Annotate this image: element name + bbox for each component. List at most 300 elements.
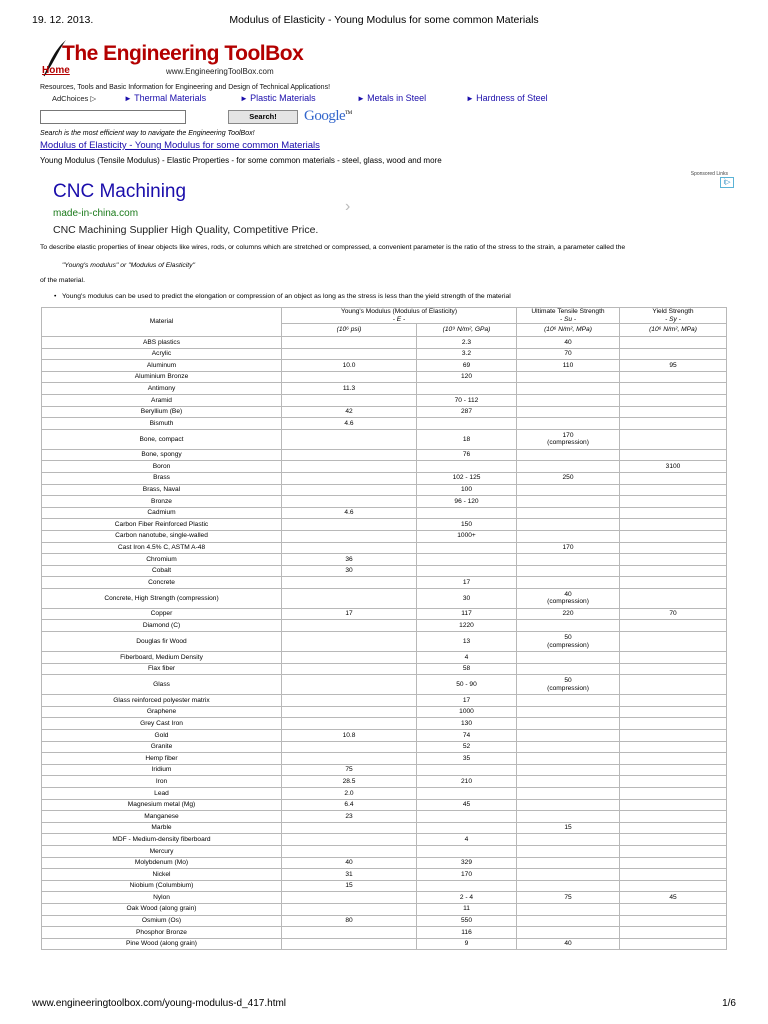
cell-yield [620,371,727,383]
cell-e-gpa: 117 [417,608,517,620]
cell-material: Lead [42,788,282,800]
cell-material: Iridium [42,764,282,776]
cell-material: Manganese [42,811,282,823]
unit-e-psi: (10⁶ psi) [282,324,417,337]
cell-material: Antimony [42,383,282,395]
cell-yield [620,741,727,753]
cell-e-gpa [417,880,517,892]
cell-e-gpa [417,542,517,554]
table-row [42,915,727,927]
cell-e-gpa: 52 [417,741,517,753]
cell-tensile: 170 [517,542,620,554]
table-row [42,429,727,449]
cell-material: Glass [42,675,282,695]
cell-tensile: 110 [517,360,620,372]
cell-yield: 70 [620,608,727,620]
cell-yield: 45 [620,892,727,904]
cell-e-gpa: 1000+ [417,530,517,542]
cell-e-gpa: 76 [417,449,517,461]
print-footer [32,998,736,1010]
cell-e-psi: 4.6 [282,418,417,430]
cell-e-gpa: 35 [417,753,517,765]
cell-tensile [517,730,620,742]
table-row [42,554,727,566]
body-quote: "Young's modulus" or "Modulus of Elasticity" [62,262,195,269]
cell-material: Flax fiber [42,663,282,675]
cell-material: Marble [42,822,282,834]
unit-e-gpa: (10⁹ N/m², GPa) [417,324,517,337]
cell-e-psi: 10.8 [282,730,417,742]
ad-domain[interactable]: made-in-china.com [53,208,139,219]
cell-e-gpa [417,565,517,577]
cell-e-psi [282,519,417,531]
cell-yield [620,394,727,406]
nav-link-thermal-materials[interactable]: ► Thermal Materials [124,93,206,103]
cell-yield [620,348,727,360]
cell-e-gpa: 4 [417,652,517,664]
cell-material: Beryllium (Be) [42,406,282,418]
cell-yield [620,472,727,484]
cell-e-gpa: 45 [417,799,517,811]
cell-tensile: 70 [517,348,620,360]
cell-material: Brass, Naval [42,484,282,496]
table-row [42,788,727,800]
cell-material: Bone, compact [42,429,282,449]
cell-e-psi [282,348,417,360]
cell-tensile [517,449,620,461]
adchoices-badge-icon[interactable]: i▷ [720,177,734,188]
cell-tensile: 250 [517,472,620,484]
table-row [42,730,727,742]
cell-tensile [517,869,620,881]
cell-e-psi [282,620,417,632]
cell-e-psi [282,663,417,675]
table-row [42,869,727,881]
table-row [42,484,727,496]
cell-tensile [517,406,620,418]
cell-tensile [517,394,620,406]
cell-e-gpa: 18 [417,429,517,449]
cell-tensile [517,788,620,800]
cell-e-gpa [417,845,517,857]
cell-e-gpa: 116 [417,927,517,939]
cell-material: Fiberboard, Medium Density [42,652,282,664]
sponsored-links-label: Sponsored Links [690,171,728,177]
site-url: www.EngineeringToolBox.com [166,67,274,76]
cell-yield [620,915,727,927]
table-row [42,449,727,461]
cell-e-psi: 10.0 [282,360,417,372]
cell-yield [620,337,727,349]
cell-tensile [517,496,620,508]
cell-yield [620,507,727,519]
cell-yield [620,730,727,742]
cell-yield [620,632,727,652]
cell-e-gpa: 120 [417,371,517,383]
cell-yield [620,776,727,788]
cell-e-psi [282,394,417,406]
nav-link-metals-in-steel[interactable]: ► Metals in Steel [357,93,426,103]
print-document-title: Modulus of Elasticity - Young Modulus for some common Materials [229,14,539,26]
ad-arrow-icon[interactable]: › [345,198,351,215]
cell-e-gpa: 150 [417,519,517,531]
cell-e-psi: 42 [282,406,417,418]
cell-material: Acrylic [42,348,282,360]
cell-tensile [517,507,620,519]
cell-tensile [517,811,620,823]
cell-yield [620,449,727,461]
cell-material: Grey Cast Iron [42,718,282,730]
cell-yield [620,663,727,675]
cell-e-psi [282,484,417,496]
cell-yield [620,496,727,508]
cell-material: Glass reinforced polyester matrix [42,695,282,707]
cell-e-gpa [417,822,517,834]
cell-tensile [517,857,620,869]
cell-yield [620,530,727,542]
cell-tensile [517,927,620,939]
cell-material: Graphene [42,706,282,718]
cell-e-psi [282,577,417,589]
cell-yield [620,383,727,395]
cell-e-gpa [417,811,517,823]
cell-e-psi [282,903,417,915]
cell-tensile [517,880,620,892]
table-body [42,337,727,950]
cell-tensile: 40 [517,938,620,950]
table-row [42,663,727,675]
cell-e-psi [282,892,417,904]
cell-material: Aluminum [42,360,282,372]
table-row [42,519,727,531]
cell-material: Concrete [42,577,282,589]
cell-yield [620,406,727,418]
cell-e-psi [282,741,417,753]
cell-yield [620,927,727,939]
cell-e-psi [282,632,417,652]
cell-material: Cadmium [42,507,282,519]
cell-material: Boron [42,461,282,473]
cell-yield: 95 [620,360,727,372]
top-nav [52,93,728,105]
cell-e-psi [282,542,417,554]
table-row [42,394,727,406]
table-row [42,418,727,430]
cell-tensile [517,764,620,776]
cell-yield [620,565,727,577]
cell-tensile [517,484,620,496]
cell-yield [620,577,727,589]
site-tagline: Resources, Tools and Basic Information for Engineering and Design of Technical Applications! [40,84,331,91]
cell-tensile [517,741,620,753]
cell-e-psi [282,706,417,718]
cell-e-psi [282,472,417,484]
cell-e-gpa: 17 [417,695,517,707]
table-row [42,927,727,939]
cell-e-gpa: 30 [417,588,517,608]
table-row [42,892,727,904]
cell-tensile: 15 [517,822,620,834]
site-logo[interactable] [38,38,338,84]
page-heading-link[interactable]: Modulus of Elasticity - Young Modulus for some common Materials [40,140,320,151]
cell-e-gpa: 3.2 [417,348,517,360]
cell-tensile: 220 [517,608,620,620]
cell-e-psi [282,371,417,383]
cell-yield [620,418,727,430]
cell-material: Copper [42,608,282,620]
cell-e-gpa: 50 - 90 [417,675,517,695]
cell-e-psi [282,496,417,508]
print-page-number: 1/6 [722,998,736,1009]
table-row [42,845,727,857]
table-row [42,753,727,765]
table-row [42,588,727,608]
table-row [42,371,727,383]
cell-tensile [517,706,620,718]
cell-e-psi [282,449,417,461]
cell-material: Cobalt [42,565,282,577]
cell-e-psi [282,429,417,449]
cell-material: Granite [42,741,282,753]
table-row [42,718,727,730]
cell-e-gpa: 287 [417,406,517,418]
cell-tensile [517,845,620,857]
cell-tensile: 50 (compression) [517,632,620,652]
cell-material: Osmium (Os) [42,915,282,927]
cell-e-gpa [417,507,517,519]
cell-yield [620,753,727,765]
cell-yield [620,834,727,846]
cell-material: Gold [42,730,282,742]
cell-tensile [517,577,620,589]
table-row [42,776,727,788]
cell-e-psi [282,675,417,695]
table-row [42,542,727,554]
cell-material: Aramid [42,394,282,406]
cell-e-psi: 17 [282,608,417,620]
cell-e-gpa: 329 [417,857,517,869]
table-row [42,764,727,776]
ad-title[interactable]: CNC Machining [53,181,187,202]
cell-e-gpa: 170 [417,869,517,881]
cell-e-gpa: 100 [417,484,517,496]
cell-material: Douglas fir Wood [42,632,282,652]
cell-tensile [517,519,620,531]
cell-yield [620,554,727,566]
cell-tensile [517,799,620,811]
cell-tensile: 40 [517,337,620,349]
table-row [42,507,727,519]
search-bar [40,108,352,128]
cell-e-gpa: 1000 [417,706,517,718]
print-date: 19. 12. 2013. [32,14,94,26]
body-bullet: • Young's modulus can be used to predict the elongation or compression of an object as long as the stress is less than the yield strength of the material [62,293,511,300]
cell-yield [620,519,727,531]
cell-e-psi: 75 [282,764,417,776]
cell-tensile [517,753,620,765]
cell-e-gpa: 70 - 112 [417,394,517,406]
cell-yield [620,706,727,718]
cell-e-gpa: 550 [417,915,517,927]
cell-e-gpa: 58 [417,663,517,675]
cell-tensile [517,371,620,383]
search-hint: Search is the most efficient way to navigate the Engineering ToolBox! [40,130,255,137]
cell-tensile [517,776,620,788]
cell-tensile [517,903,620,915]
cell-e-gpa [417,383,517,395]
cell-tensile: 75 [517,892,620,904]
cell-e-psi [282,834,417,846]
cell-yield [620,675,727,695]
home-link[interactable]: Home [42,65,70,76]
cell-e-psi [282,938,417,950]
cell-material: Carbon Fiber Reinforced Plastic [42,519,282,531]
table-row [42,461,727,473]
table-row [42,632,727,652]
cell-material: Carbon nanotube, single-walled [42,530,282,542]
body-paragraph: To describe elastic properties of linear objects like wires, rods, or columns which are stretched or compressed, a convenient parameter is the ratio of the stress to the strain, a parameter called the [40,244,626,251]
table-row [42,903,727,915]
cell-e-psi [282,822,417,834]
cell-material: Cast Iron 4.5% C, ASTM A-48 [42,542,282,554]
table-row [42,608,727,620]
cell-e-psi: 80 [282,915,417,927]
table-row [42,811,727,823]
cell-yield [620,620,727,632]
cell-e-gpa: 9 [417,938,517,950]
table-row [42,530,727,542]
cell-yield [620,588,727,608]
print-header [32,14,736,28]
cell-material: Iron [42,776,282,788]
cell-yield [620,652,727,664]
cell-yield [620,880,727,892]
cell-e-gpa [417,788,517,800]
cell-e-psi: 36 [282,554,417,566]
cell-yield [620,542,727,554]
cell-material: Magnesium metal (Mg) [42,799,282,811]
adchoices-label[interactable]: AdChoices ▷ [52,94,97,103]
cell-material: Chromium [42,554,282,566]
table-row [42,348,727,360]
table-row [42,706,727,718]
table-row [42,741,727,753]
google-logo: Google™ [304,108,352,124]
nav-link-plastic-materials[interactable]: ► Plastic Materials [240,93,316,103]
cell-material: Diamond (C) [42,620,282,632]
cell-yield [620,845,727,857]
table-row [42,880,727,892]
nav-link-hardness-of-steel[interactable]: ► Hardness of Steel [466,93,548,103]
header-yield-strength: Yield Strength - Sy - [620,308,727,324]
cell-e-gpa [417,418,517,430]
cell-e-psi [282,337,417,349]
cell-yield [620,788,727,800]
cell-e-psi: 40 [282,857,417,869]
cell-yield [620,799,727,811]
cell-tensile: 50 (compression) [517,675,620,695]
cell-e-gpa: 210 [417,776,517,788]
cell-material: Pine Wood (along grain) [42,938,282,950]
cell-yield [620,857,727,869]
site-brand-name: The Engineering ToolBox [62,42,304,65]
cell-e-gpa: 2 - 4 [417,892,517,904]
cell-e-psi: 23 [282,811,417,823]
cell-yield [620,811,727,823]
cell-yield [620,718,727,730]
cell-material: Nickel [42,869,282,881]
table-row [42,938,727,950]
table-row [42,496,727,508]
table-row [42,383,727,395]
search-input[interactable] [40,110,186,124]
cell-material: Nylon [42,892,282,904]
header-youngs-modulus: Young's Modulus (Modulus of Elasticity) - E - [282,308,517,324]
table-row [42,472,727,484]
cell-e-psi [282,927,417,939]
cell-material: Bismuth [42,418,282,430]
cell-tensile [517,620,620,632]
cell-e-psi [282,695,417,707]
ad-text: CNC Machining Supplier High Quality, Competitive Price. [53,224,319,236]
table-row [42,406,727,418]
cell-tensile [517,565,620,577]
body-paragraph-end: of the material. [40,277,85,284]
cell-yield [620,484,727,496]
cell-material: Bone, spongy [42,449,282,461]
cell-yield [620,869,727,881]
table-row [42,822,727,834]
cell-e-gpa: 13 [417,632,517,652]
cell-tensile: 170 (compression) [517,429,620,449]
ad-banner[interactable] [40,176,734,246]
table-row [42,652,727,664]
header-tensile-strength: Ultimate Tensile Strength - Su - [517,308,620,324]
table-row [42,337,727,349]
cell-yield [620,938,727,950]
cell-material: Concrete, High Strength (compression) [42,588,282,608]
cell-e-gpa: 74 [417,730,517,742]
cell-tensile [517,383,620,395]
cell-e-psi [282,753,417,765]
cell-tensile [517,554,620,566]
cell-e-psi: 6.4 [282,799,417,811]
cell-e-gpa [417,764,517,776]
cell-e-gpa: 2.3 [417,337,517,349]
cell-material: Phosphor Bronze [42,927,282,939]
cell-e-psi [282,845,417,857]
cell-e-psi: 31 [282,869,417,881]
cell-e-psi: 15 [282,880,417,892]
table-row [42,620,727,632]
cell-material: Niobium (Columbium) [42,880,282,892]
cell-e-gpa: 1220 [417,620,517,632]
cell-tensile [517,695,620,707]
cell-e-psi: 2.0 [282,788,417,800]
youngs-modulus-table [41,307,727,950]
search-button[interactable]: Search! [228,110,298,124]
cell-material: ABS plastics [42,337,282,349]
cell-e-gpa: 102 - 125 [417,472,517,484]
table-row [42,799,727,811]
cell-e-gpa: 11 [417,903,517,915]
cell-e-psi [282,718,417,730]
header-material: Material [42,308,282,337]
cell-e-psi [282,461,417,473]
cell-e-psi [282,652,417,664]
cell-e-psi [282,530,417,542]
cell-tensile [517,418,620,430]
